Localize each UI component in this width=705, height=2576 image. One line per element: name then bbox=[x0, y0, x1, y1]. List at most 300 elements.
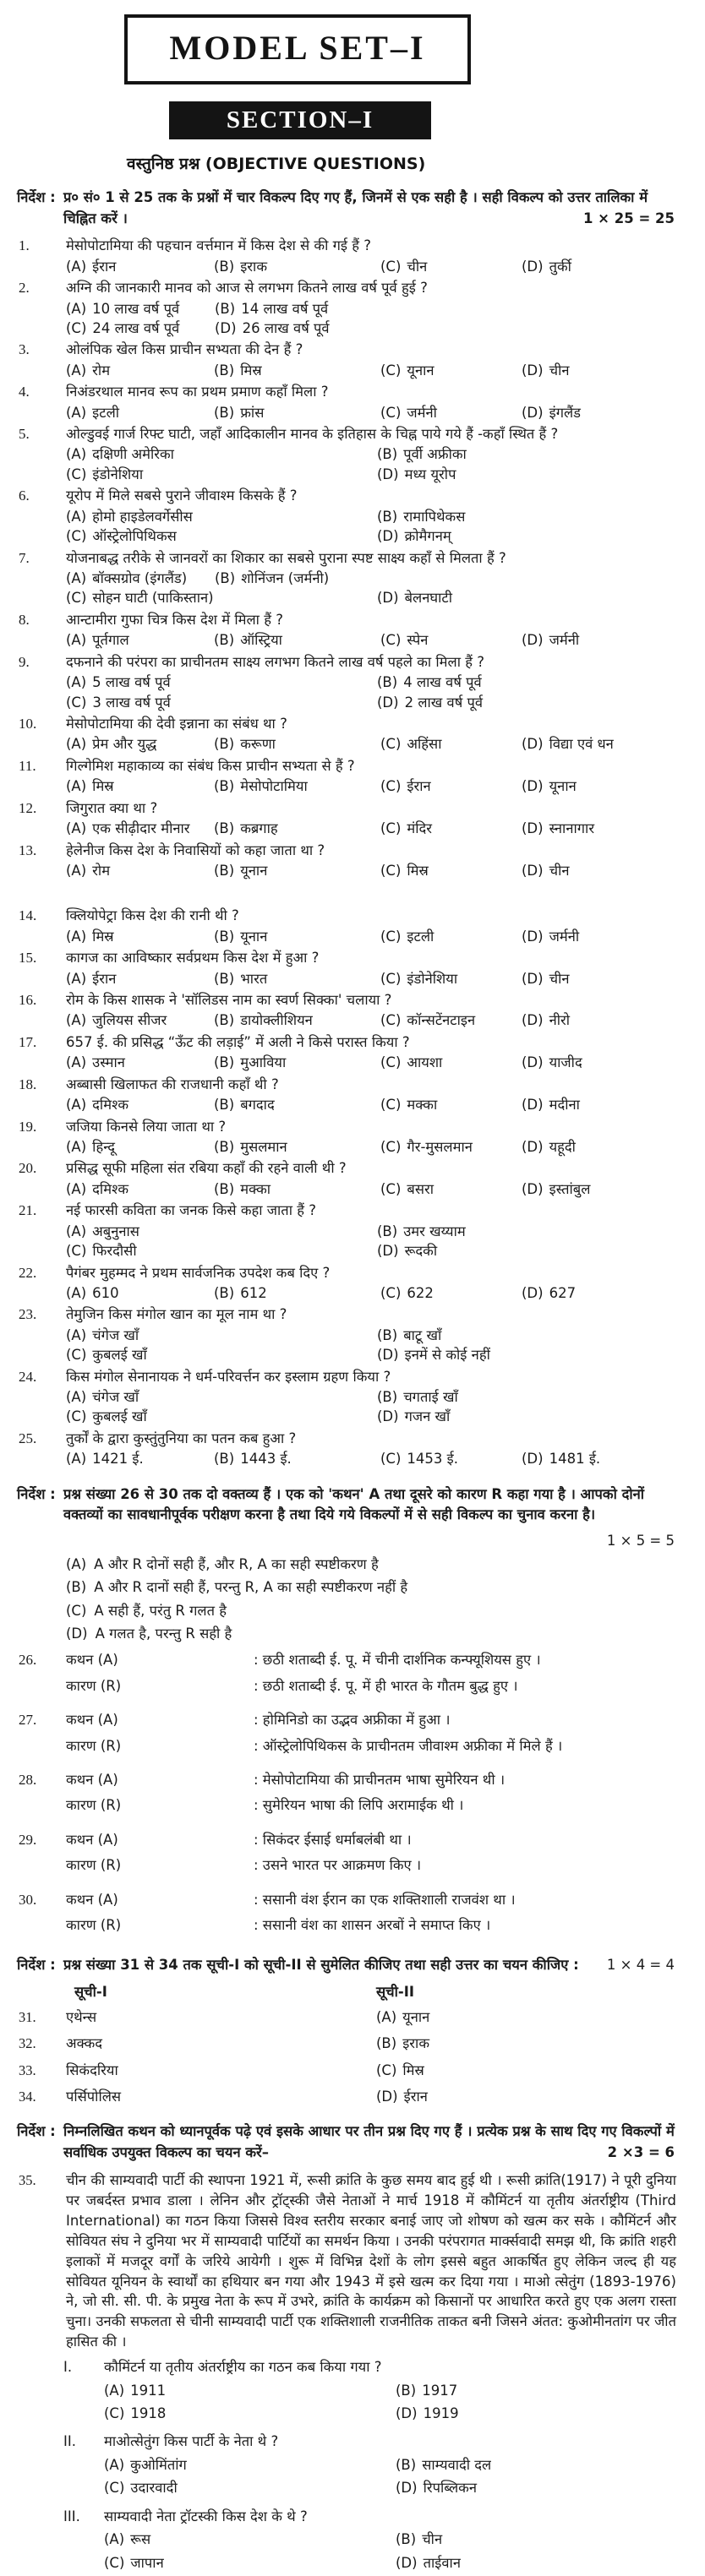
option-text: विद्या एवं धन bbox=[549, 736, 614, 753]
option-text: मुसलमान bbox=[240, 1138, 287, 1155]
option-label: (C) bbox=[66, 528, 87, 545]
assertion-question bbox=[0, 1650, 676, 1702]
option-text: 14 लाख वर्ष पूर्व bbox=[241, 300, 329, 317]
option-text: जर्मनी bbox=[549, 632, 580, 649]
question-number: 27. bbox=[19, 1712, 37, 1729]
reason-text: : ऑस्ट्रेलोपिथिकस के प्राचीनतम जीवाश्म अफ्रीका में मिले हैं । bbox=[254, 1737, 563, 1754]
assertion-question bbox=[0, 1890, 676, 1942]
option-text: 24 लाख वर्ष पूर्व bbox=[92, 319, 180, 336]
option bbox=[66, 1137, 214, 1157]
assertion-label: कथन (A) bbox=[66, 1652, 118, 1669]
option bbox=[214, 1137, 380, 1157]
option bbox=[396, 2553, 461, 2573]
option bbox=[522, 734, 676, 754]
option bbox=[104, 2404, 396, 2423]
option-text: A गलत है, परन्तु R सही है bbox=[95, 1625, 232, 1642]
option-label: (A) bbox=[104, 2531, 125, 2548]
question-number: 24. bbox=[19, 1368, 37, 1385]
option-text: यूनान bbox=[402, 2008, 430, 2025]
list2-header: सूची-II bbox=[376, 1984, 415, 2001]
option bbox=[377, 693, 676, 712]
reason-text: : उसने भारत पर आक्रमण किए । bbox=[254, 1857, 422, 1874]
reason-label: कारण (R) bbox=[66, 1917, 122, 1934]
option-label: (B) bbox=[214, 1451, 235, 1468]
option-label: (C) bbox=[66, 694, 87, 711]
option bbox=[377, 1326, 676, 1345]
option-row bbox=[66, 588, 676, 607]
passage-question bbox=[0, 2170, 676, 2352]
assertion-choice bbox=[66, 1555, 676, 1574]
question-text: अब्बासी खिलाफत की राजधानी कहाँ थी ? bbox=[66, 1076, 279, 1092]
option-label: (A) bbox=[66, 928, 87, 945]
option-text: A और R दोनों सही हैं, और R, A का सही स्पष्टीकरण है bbox=[94, 1555, 379, 1572]
option bbox=[66, 257, 214, 276]
option-row bbox=[66, 819, 676, 838]
option bbox=[377, 444, 676, 464]
option-label: (D) bbox=[522, 778, 544, 795]
option bbox=[396, 2381, 459, 2400]
question-body bbox=[66, 1032, 676, 1073]
option-text: चीन bbox=[422, 2531, 443, 2548]
option-row bbox=[104, 2455, 491, 2475]
assertion-row bbox=[66, 1770, 676, 1789]
option-text: मक्का bbox=[240, 1180, 271, 1197]
question-number: 2. bbox=[19, 280, 30, 297]
option-label: (B) bbox=[396, 2382, 417, 2399]
assertion-text: : होमिनिडो का उद्भव अफ्रीका में हुआ । bbox=[254, 1712, 451, 1729]
option bbox=[66, 673, 377, 692]
sub-question-number: III. bbox=[63, 2508, 80, 2524]
option-label: (D) bbox=[522, 928, 544, 945]
option-label: (A) bbox=[66, 1284, 87, 1301]
question bbox=[0, 610, 676, 651]
option bbox=[377, 465, 676, 484]
question-text: मेसोपोटामिया की पहचान वर्त्तमान में किस देश से की गई हैं ? bbox=[66, 237, 372, 254]
option-label: (A) bbox=[66, 1180, 87, 1197]
option-label: (A) bbox=[104, 2382, 125, 2399]
assertion-row bbox=[66, 1890, 676, 1909]
sub-question bbox=[0, 2432, 676, 2501]
question-text: जजिया किनसे लिया जाता था ? bbox=[66, 1118, 227, 1135]
option-text: 622 bbox=[407, 1284, 434, 1301]
assertion-text: : छठी शताब्दी ई. पू. में चीनी दार्शनिक कन्फ्यूशियस हुए । bbox=[254, 1652, 541, 1669]
option bbox=[522, 403, 676, 422]
option-text: दमिश्क bbox=[92, 1180, 129, 1197]
option-label: (C) bbox=[66, 1602, 87, 1619]
option-text: इंडोनेशिया bbox=[407, 970, 458, 987]
question-body bbox=[66, 652, 676, 712]
question-number: 7. bbox=[19, 549, 30, 566]
question bbox=[0, 340, 676, 380]
reason-row bbox=[66, 1915, 676, 1935]
option-label: (D) bbox=[522, 632, 544, 649]
question-number: 3. bbox=[19, 341, 30, 358]
option-label: (B) bbox=[376, 2035, 397, 2052]
option-text: मुआविया bbox=[240, 1054, 287, 1071]
option-text: रोम bbox=[92, 362, 111, 379]
option-text: ताईवान bbox=[423, 2554, 461, 2571]
option-row bbox=[66, 1222, 676, 1241]
option-label: (D) bbox=[377, 528, 399, 545]
option-text: करूणा bbox=[240, 736, 276, 753]
option-text: कुबलई खाँ bbox=[92, 1408, 147, 1425]
option-label: (C) bbox=[380, 1284, 402, 1301]
question-number: 31. bbox=[19, 2008, 36, 2025]
option-label: (D) bbox=[377, 1408, 399, 1425]
option-label: (D) bbox=[377, 1347, 399, 1364]
option bbox=[377, 1387, 676, 1407]
option-text: मेसोपोटामिया bbox=[240, 778, 308, 795]
question-text: हेलेनीज किस देश के निवासियों को कहा जाता था ? bbox=[66, 841, 325, 858]
question-number: 8. bbox=[19, 611, 30, 628]
option-label: (B) bbox=[66, 1579, 87, 1596]
option-text: नीरो bbox=[549, 1012, 571, 1029]
option-label: (B) bbox=[377, 508, 398, 525]
option bbox=[522, 776, 676, 796]
option bbox=[66, 819, 214, 838]
option-label: (D) bbox=[376, 2089, 398, 2105]
list1-item: पर्सिपोलिस bbox=[66, 2089, 122, 2105]
option-text: यूनान bbox=[549, 778, 577, 795]
model-set-title: MODEL SET–I bbox=[124, 14, 471, 84]
option bbox=[377, 526, 676, 546]
option-label: (C) bbox=[66, 1408, 87, 1425]
reason-text: : ससानी वंश का शासन अरबों ने समाप्त किए । bbox=[254, 1917, 491, 1934]
match-row bbox=[0, 2034, 676, 2053]
question-body bbox=[104, 2507, 461, 2576]
option-label: (C) bbox=[66, 319, 87, 336]
question-text: मेसोपोटामिया की देवी इन्नाना का संबंध था ? bbox=[66, 715, 287, 732]
option-row bbox=[66, 969, 676, 988]
option bbox=[377, 1345, 676, 1364]
option-label: (D) bbox=[522, 1054, 544, 1071]
list1-item: अक्कद bbox=[66, 2035, 103, 2052]
match-row bbox=[0, 2061, 676, 2080]
option-label: (B) bbox=[215, 570, 236, 587]
option bbox=[380, 257, 522, 276]
option bbox=[66, 1283, 214, 1303]
option-label: (B) bbox=[214, 928, 235, 945]
reason-row bbox=[66, 1855, 676, 1875]
option-text: कॉन्सटेंनटाइन bbox=[407, 1012, 476, 1029]
question-number: 10. bbox=[19, 715, 37, 732]
option-text: मिस्र bbox=[92, 928, 114, 945]
option-text: मक्का bbox=[407, 1097, 438, 1114]
option-text: यूनान bbox=[407, 362, 434, 379]
option-label: (C) bbox=[104, 2554, 125, 2571]
question-body bbox=[66, 1650, 676, 1702]
assertion-label: कथन (A) bbox=[66, 1712, 118, 1729]
question-number: 28. bbox=[19, 1772, 37, 1789]
option bbox=[214, 734, 380, 754]
option bbox=[66, 1387, 377, 1407]
question bbox=[0, 1304, 676, 1364]
option-text: मिस्र bbox=[407, 862, 429, 879]
option bbox=[380, 1137, 522, 1157]
option-row bbox=[66, 465, 676, 484]
option-label: (B) bbox=[214, 736, 235, 753]
option-text: 4 लाख वर्ष पूर्व bbox=[403, 674, 482, 691]
option-label: (D) bbox=[215, 319, 237, 336]
option-text: बाटू खाँ bbox=[403, 1326, 442, 1343]
question-text: किस मंगोल सेनानायक ने धर्म-परिवर्त्तन कर इस्लाम ग्रहण किया ? bbox=[66, 1368, 391, 1385]
option-text: इंगलैंड bbox=[549, 404, 581, 421]
option-label: (D) bbox=[522, 820, 544, 837]
question-text: साम्यवादी नेता ट्रॉटस्की किस देश के थे ? bbox=[104, 2508, 308, 2524]
option-label: (A) bbox=[66, 1054, 87, 1071]
option bbox=[522, 361, 676, 380]
question-body bbox=[66, 1075, 676, 1115]
question bbox=[0, 756, 676, 797]
option-text: रूदकी bbox=[404, 1243, 438, 1260]
option-text: 5 लाख वर्ष पूर्व bbox=[92, 674, 171, 691]
option bbox=[380, 1010, 522, 1030]
question bbox=[0, 841, 676, 881]
option-row bbox=[66, 1053, 676, 1072]
option bbox=[377, 1222, 676, 1241]
question-number: 6. bbox=[19, 487, 30, 504]
option-label: (C) bbox=[380, 1451, 402, 1468]
option-text: A सही हैं, परंतु R गलत है bbox=[94, 1602, 227, 1619]
reason-label: कारण (R) bbox=[66, 1737, 122, 1754]
option-row bbox=[104, 2404, 459, 2423]
option-row bbox=[66, 776, 676, 796]
option bbox=[214, 1179, 380, 1199]
question-number: 18. bbox=[19, 1076, 37, 1092]
option bbox=[522, 1137, 676, 1157]
option-text: एक सीढ़ीदार मीनार bbox=[92, 820, 190, 837]
option-row bbox=[66, 257, 676, 276]
question bbox=[0, 1429, 676, 1469]
question-body bbox=[66, 1367, 676, 1427]
option-label: (D) bbox=[66, 1625, 88, 1642]
option-label: (C) bbox=[380, 928, 402, 945]
option-text: पूर्तगाल bbox=[92, 632, 129, 649]
question-body bbox=[66, 486, 676, 546]
option-text: 610 bbox=[92, 1284, 119, 1301]
question-body bbox=[66, 1304, 676, 1364]
option-label: (B) bbox=[377, 1326, 398, 1343]
question-body bbox=[66, 798, 676, 839]
option bbox=[522, 927, 676, 946]
option bbox=[66, 1345, 377, 1364]
match-row bbox=[0, 2087, 676, 2106]
option-label: (C) bbox=[380, 820, 402, 837]
option bbox=[214, 927, 380, 946]
option-label: (C) bbox=[380, 778, 402, 795]
option-label: (B) bbox=[214, 1054, 235, 1071]
option-text: कब्रगाह bbox=[240, 820, 278, 837]
option-text: उदारवादी bbox=[130, 2480, 178, 2497]
option-text: तुर्की bbox=[549, 258, 571, 275]
option-text: साम्यवादी दल bbox=[422, 2456, 492, 2473]
option-text: दमिश्क bbox=[92, 1097, 129, 1114]
question-number: 1. bbox=[19, 237, 30, 254]
option bbox=[66, 1241, 377, 1261]
option bbox=[66, 299, 215, 319]
option-row bbox=[66, 861, 676, 880]
assertion-row bbox=[66, 1650, 676, 1669]
list1-header: सूची-I bbox=[74, 1984, 107, 2001]
option-label: (D) bbox=[396, 2554, 418, 2571]
question bbox=[0, 948, 676, 988]
option bbox=[214, 861, 380, 880]
option-row bbox=[104, 2478, 491, 2497]
option-text: आयशा bbox=[407, 1054, 443, 1071]
option-text: चंगेज खाँ bbox=[92, 1326, 139, 1343]
option-text: 612 bbox=[240, 1284, 267, 1301]
option-text: मिस्र bbox=[92, 778, 114, 795]
option-label: (C) bbox=[380, 970, 402, 987]
objective-questions-list bbox=[0, 236, 705, 1468]
instruction-label: निर्देश : bbox=[17, 1956, 56, 1973]
option-label: (C) bbox=[380, 736, 402, 753]
question bbox=[0, 1158, 676, 1199]
question-text: आन्टामीरा गुफा चित्र किस देश में मिला हैं ? bbox=[66, 611, 283, 628]
option-label: (B) bbox=[214, 1012, 235, 1029]
option-text: सोहन घाटी (पाकिस्तान) bbox=[92, 590, 214, 607]
option-text: कुबलई खाँ bbox=[92, 1347, 147, 1364]
option-row bbox=[66, 507, 676, 526]
option-label: (A) bbox=[66, 1138, 87, 1155]
question-text: ओलंपिक खेल किस प्राचीन सभ्यता की देन हैं ? bbox=[66, 341, 303, 358]
question-text: पैगंबर मुहम्मद ने प्रथम सार्वजनिक उपदेश कब दिए ? bbox=[66, 1264, 331, 1281]
option-label: (A) bbox=[66, 862, 87, 879]
option-text: मिस्र bbox=[240, 362, 262, 379]
question-body bbox=[104, 2432, 491, 2501]
option-text: 26 लाख वर्ष पूर्व bbox=[242, 319, 330, 336]
option-row bbox=[104, 2553, 461, 2573]
option bbox=[380, 361, 522, 380]
question-number: 13. bbox=[19, 841, 37, 858]
question-number: 32. bbox=[19, 2035, 36, 2052]
option-text: 1443 ई. bbox=[240, 1451, 292, 1468]
question-body bbox=[66, 610, 676, 651]
question-text: प्रसिद्ध सूफी महिला संत रबिया कहाँ की रहने वाली थी ? bbox=[66, 1160, 347, 1177]
list2-option bbox=[376, 2087, 428, 2106]
option-text: बॉक्सग्रोव (इंगलैंड) bbox=[92, 570, 188, 587]
question-text: गिल्गेमिश महाकाव्य का संबंध किस प्राचीन सभ्यता से हैं ? bbox=[66, 757, 355, 774]
option-label: (C) bbox=[380, 1054, 402, 1071]
option bbox=[66, 1179, 214, 1199]
option-row bbox=[66, 734, 676, 754]
option-text: अबुनुनास bbox=[92, 1223, 139, 1239]
question-number: 19. bbox=[19, 1118, 37, 1135]
option-row bbox=[66, 1326, 676, 1345]
option-label: (D) bbox=[522, 1138, 544, 1155]
option-label: (A) bbox=[66, 1555, 87, 1572]
option-text: 1918 bbox=[130, 2405, 167, 2422]
option-text: 1911 bbox=[130, 2382, 167, 2399]
instruction-4 bbox=[0, 2121, 675, 2164]
option-text: भारत bbox=[240, 970, 268, 987]
option-text: रोम bbox=[92, 862, 111, 879]
option bbox=[214, 1449, 380, 1468]
option-text: कुओमिंतांग bbox=[130, 2456, 187, 2473]
option bbox=[380, 1179, 522, 1199]
question bbox=[0, 424, 676, 484]
option-label: (C) bbox=[66, 1243, 87, 1260]
option-label: (A) bbox=[66, 1326, 87, 1343]
question-number: 11. bbox=[19, 757, 36, 774]
question-body bbox=[66, 1263, 676, 1304]
assertion-reason-questions bbox=[0, 1650, 705, 1941]
question-number: 25. bbox=[19, 1430, 37, 1446]
option-row bbox=[66, 1345, 676, 1364]
option-row bbox=[66, 1137, 676, 1157]
option-row bbox=[66, 1095, 676, 1114]
option-label: (A) bbox=[66, 1097, 87, 1114]
option-label: (D) bbox=[522, 258, 544, 275]
question-body bbox=[66, 340, 676, 380]
section-title: SECTION–I bbox=[169, 101, 431, 139]
option-row bbox=[66, 1387, 676, 1407]
option-text: मदीना bbox=[549, 1097, 580, 1114]
passage-sub-questions bbox=[0, 2357, 705, 2576]
option bbox=[377, 588, 676, 607]
option bbox=[380, 1283, 522, 1303]
question-body bbox=[66, 424, 676, 484]
question-text: योजनाबद्ध तरीके से जानवरों का शिकार का सबसे पुराना स्पष्ट साक्ष्य कहाँ से मिलता हैं ? bbox=[66, 549, 506, 566]
option-text: चीन bbox=[549, 862, 570, 879]
match-questions bbox=[0, 2007, 705, 2107]
option bbox=[66, 861, 214, 880]
question bbox=[0, 1367, 676, 1427]
option-text: स्पेन bbox=[407, 632, 429, 649]
option-label: (D) bbox=[522, 1012, 544, 1029]
option-label: (D) bbox=[522, 1284, 544, 1301]
option-text: ईरान bbox=[92, 258, 117, 275]
option-text: मंदिर bbox=[407, 820, 433, 837]
option bbox=[66, 776, 214, 796]
option bbox=[66, 693, 377, 712]
option bbox=[522, 1283, 676, 1303]
option-text: A और R दानों सही हैं, परन्तु R, A का सही स्पष्टीकरण नहीं है bbox=[94, 1579, 408, 1596]
option bbox=[66, 1449, 214, 1468]
option-text: बगदाद bbox=[240, 1097, 275, 1114]
list2-option bbox=[376, 2034, 429, 2053]
option bbox=[214, 776, 380, 796]
option-label: (B) bbox=[214, 632, 235, 649]
assertion-choice bbox=[66, 1624, 676, 1643]
option-label: (B) bbox=[214, 862, 235, 879]
option bbox=[66, 927, 214, 946]
question-number: 5. bbox=[19, 426, 30, 443]
assertion-question bbox=[0, 1830, 676, 1882]
option bbox=[214, 1095, 380, 1114]
option bbox=[522, 1179, 676, 1199]
question-body bbox=[66, 1201, 676, 1261]
option bbox=[104, 2381, 396, 2400]
option-label: (C) bbox=[104, 2480, 125, 2497]
option-label: (C) bbox=[380, 1180, 402, 1197]
option bbox=[66, 1326, 377, 1345]
option-text: फ्रांस bbox=[240, 404, 265, 421]
question bbox=[0, 278, 676, 338]
question bbox=[0, 714, 676, 754]
question-body bbox=[66, 1158, 676, 1199]
option-text: शोनिंजन (जर्मनी) bbox=[241, 570, 330, 587]
option-label: (A) bbox=[66, 1012, 87, 1029]
option-text: जापान bbox=[130, 2554, 164, 2571]
option bbox=[396, 2404, 459, 2423]
marks-badge: 1 × 5 = 5 bbox=[606, 1533, 675, 1549]
marks-badge: 1 × 25 = 25 bbox=[582, 210, 675, 226]
option-text: 10 लाख वर्ष पूर्व bbox=[92, 300, 180, 317]
option-label: (A) bbox=[66, 674, 87, 691]
assertion-choice bbox=[66, 1601, 676, 1620]
option-label: (A) bbox=[104, 2456, 125, 2473]
